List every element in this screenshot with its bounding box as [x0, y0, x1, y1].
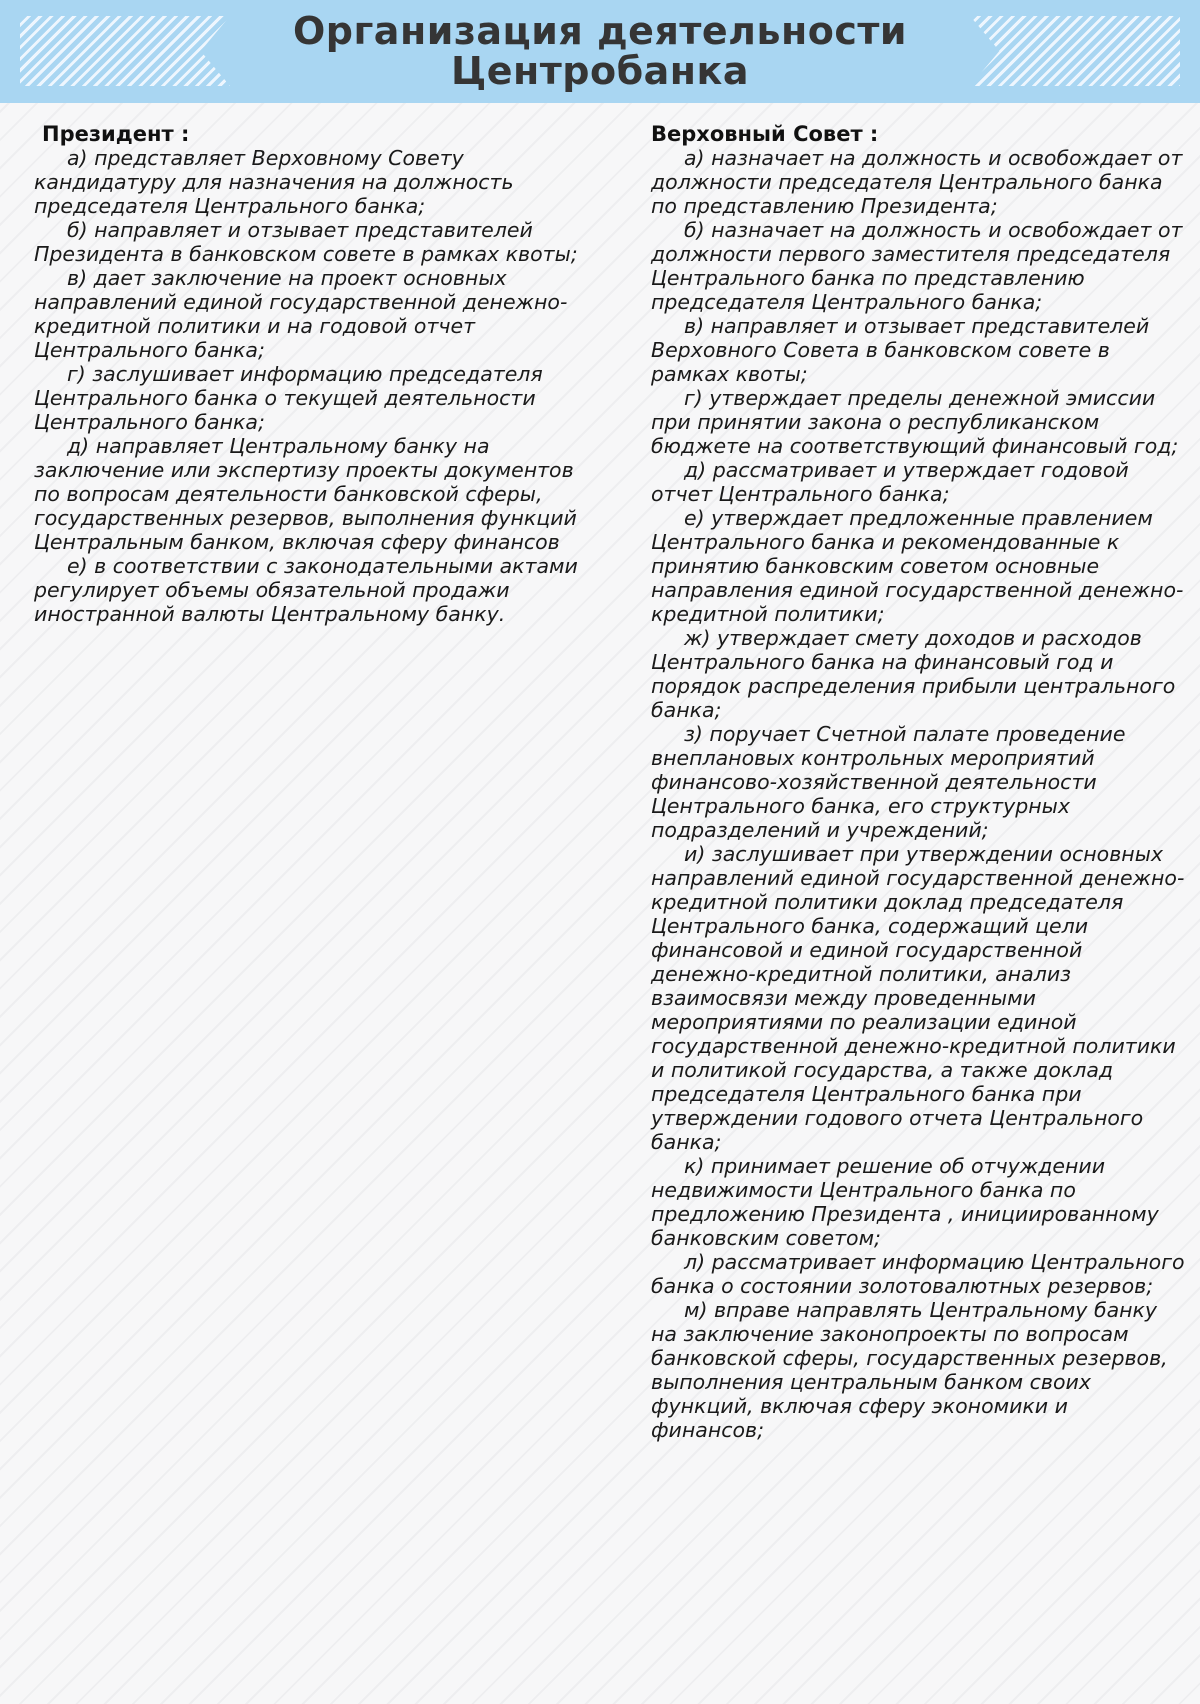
banner-stripes-left	[20, 16, 230, 86]
council-power-k: к) принимает решение об отчуждении недвижимости Центрального банка по предложению Президента , инициированному банковским советом;	[651, 1154, 1159, 1250]
president-power-d: д) направляет Центральному банку на заключение или экспертизу проекты документов по вопросам деятельности банковской сферы, государственных резервов, выполнения функций Центральным банком, включая сферу финансов	[34, 434, 577, 554]
president-power-e: е) в соответствии с законодательными актами регулирует объемы обязательной продажи иностранной валюты Центральному банку.	[34, 554, 578, 626]
president-powers-list	[34, 146, 589, 626]
council-power-l: л) рассматривает информацию Центрального банка о состоянии золотовалютных резервов;	[651, 1250, 1185, 1298]
council-power-e: е) утверждает предложенные правлением Центрального банка и рекомендованные к принятию банковским советом основные направления единой государственной денежно-кредитной политики;	[651, 506, 1184, 626]
council-power-z: з) поручает Счетной палате проведение внеплановых контрольных мероприятий финансово-хозяйственной деятельности Центрального банка, его структурных подразделений и учреждений;	[651, 722, 1126, 842]
page-title	[200, 11, 1000, 91]
page-title-line-2: Центробанка	[451, 49, 749, 93]
president-power-b: б) направляет и отзывает представителей Президента в банковском совете в рамках квоты;	[34, 218, 578, 266]
council-power-b: б) назначает на должность и освобождает от должности первого заместителя председателя Центрального банка по представлению председателя Центрального банка;	[651, 218, 1183, 314]
supreme-council-heading: Верховный Совет :	[651, 122, 879, 146]
banner-stripes-right	[970, 16, 1180, 86]
title-banner	[0, 0, 1200, 103]
council-power-i: и) заслушивает при утверждении основных направлений единой государственной денежно-кредитной политики доклад председателя Центрального банка, содержащий цели финансовой и единой государственной денежно-кредитной политики, анализ взаимосвязи между проведенными мероприятиями по реализации единой государственной денежно-кредитной политики и политикой государства, а также доклад председателя Центрального банка при утверждении годового отчета Центрального банка;	[651, 842, 1185, 1154]
council-power-v: в) направляет и отзывает представителей Верховного Совета в банковском совете в рамках квоты;	[651, 314, 1150, 386]
president-power-a: а) представляет Верховному Совету кандидатуру для назначения на должность председателя Центрального банка;	[34, 146, 514, 218]
page-title-line-1: Организация деятельности	[292, 9, 908, 53]
council-power-d: д) рассматривает и утверждает годовой отчет Центрального банка;	[651, 458, 1129, 506]
council-power-g: г) утверждает пределы денежной эмиссии при принятии закона о республиканском бюджете на соответствующий финансовый год;	[651, 386, 1179, 458]
council-power-a: а) назначает на должность и освобождает от должности председателя Центрального банка по представлению Президента;	[651, 146, 1183, 218]
council-power-zh: ж) утверждает смету доходов и расходов Центрального банка на финансовый год и порядок распределения прибыли центрального банка;	[651, 626, 1176, 722]
supreme-council-powers-list	[651, 146, 1186, 1442]
council-power-m: м) вправе направлять Центральному банку на заключение законопроекты по вопросам банковской сферы, государственных резервов, выполнения центральным банком своих функций, включая сферу экономики и финансов;	[651, 1298, 1168, 1442]
president-power-v: в) дает заключение на проект основных направлений единой государственной денежно-кредитной политики и на годовой отчет Центрального банка;	[34, 266, 568, 362]
president-heading: Президент :	[42, 122, 190, 146]
supreme-council-column	[651, 122, 1186, 1442]
president-column	[34, 122, 589, 626]
president-power-g: г) заслушивает информацию председателя Центрального банка о текущей деятельности Центрального банка;	[34, 362, 543, 434]
